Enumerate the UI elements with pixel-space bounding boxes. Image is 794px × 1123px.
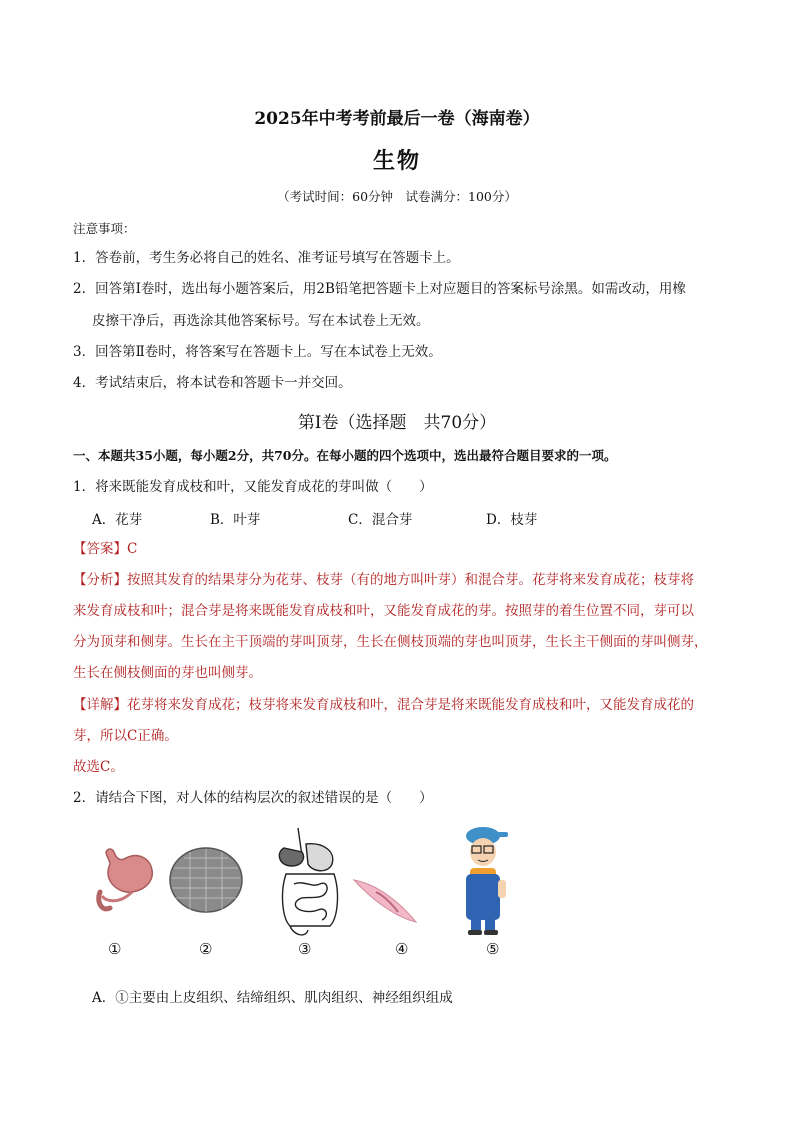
q1-option-d: D．枝芽 (486, 512, 538, 528)
figure-label-2: ② (199, 940, 213, 958)
q1-option-b: B．叶芽 (210, 512, 261, 528)
person-illustration (466, 827, 508, 935)
exam-title: 2025年中考考前最后一卷（海南卷） (254, 109, 540, 129)
q1-option-c: C．混合芽 (348, 512, 413, 528)
section-instruction: 一、本题共35小题，每小题2分，共70分。在每小题的四个选项中，选出最符合题目要求的一项。 (73, 448, 617, 463)
muscle-tissue-illustration (354, 880, 416, 922)
q1-conclusion: 故选C。 (73, 759, 124, 775)
stomach-illustration (99, 849, 153, 909)
q1-analysis-3: 分为顶芽和侧芽。生长在主干顶端的芽叫顶芽，生长在侧枝顶端的芽也叫顶芽，生长主干侧面的芽叫侧芽， (73, 634, 708, 650)
note-item-3: 3．回答第Ⅱ卷时，将答案写在答题卡上。写在本试卷上无效。 (73, 344, 442, 360)
section-title: 第Ⅰ卷（选择题 共70分） (297, 413, 497, 433)
q2-option-a: A．①主要由上皮组织、结缔组织、肌肉组织、神经组织组成 (92, 990, 453, 1006)
question-2-stem: 2．请结合下图，对人体的结构层次的叙述错误的是（ ） (73, 790, 433, 806)
q1-detail-1: 【详解】花芽将来发育成花；枝芽将来发育成枝和叶，混合芽是将来既能发育成枝和叶，又能发育成花的 (73, 697, 694, 713)
figure-label-5: ⑤ (486, 940, 500, 958)
figure-label-3: ③ (298, 940, 312, 958)
question-1-stem: 1．将来既能发育成枝和叶，又能发育成花的芽叫做（ ） (73, 479, 433, 495)
q1-detail-2: 芽，所以C正确。 (73, 728, 178, 744)
tissue-illustration (170, 848, 242, 912)
notes-heading: 注意事项： (73, 221, 136, 236)
subject-title: 生物 (372, 148, 421, 174)
note-item-1: 1．答卷前，考生务必将自己的姓名、准考证号填写在答题卡上。 (73, 250, 460, 266)
digestive-system-illustration (279, 828, 337, 935)
exam-info: （考试时间：60分钟 试卷满分：100分） (277, 189, 517, 204)
q1-analysis-4: 生长在侧枝侧面的芽也叫侧芽。 (73, 665, 262, 681)
note-item-2: 2．回答第Ⅰ卷时，选出每小题答案后，用2B铅笔把答题卡上对应题目的答案标号涂黑。如需改动，用橡 (73, 281, 686, 297)
q1-option-a: A．花芽 (92, 512, 143, 528)
q1-analysis-2: 来发育成枝和叶；混合芽是将来既能发育成枝和叶，又能发育成花的芽。按照芽的着生位置不同，芽可以 (73, 603, 694, 619)
q1-analysis-1: 【分析】按照其发育的结果芽分为花芽、枝芽（有的地方叫叶芽）和混合芽。花芽将来发育成花；枝芽将 (73, 572, 694, 588)
note-item-2-cont: 皮擦干净后，再选涂其他答案标号。写在本试卷上无效。 (92, 313, 430, 329)
figure-label-4: ④ (395, 940, 409, 958)
figure-label-1: ① (108, 940, 122, 958)
note-item-4: 4．考试结束后，将本试卷和答题卡一并交回。 (73, 375, 352, 391)
q1-answer: 【答案】C (73, 541, 138, 557)
